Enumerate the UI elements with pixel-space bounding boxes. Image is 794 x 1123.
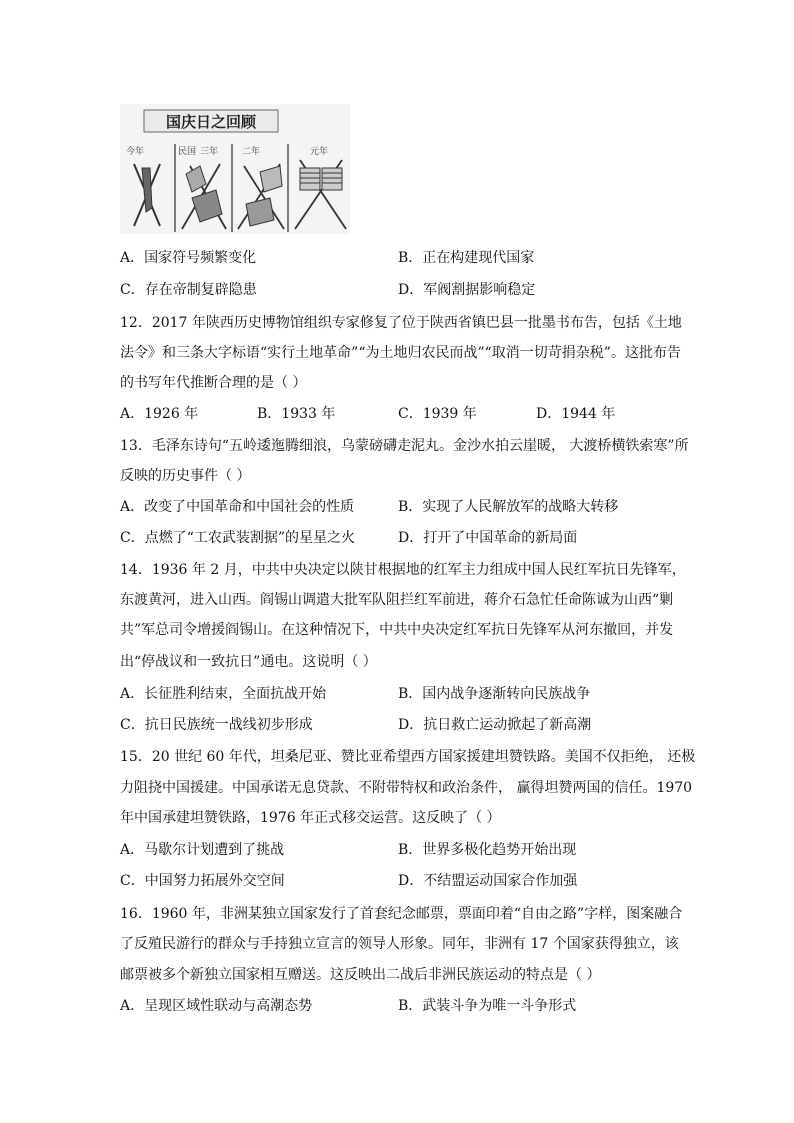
q12-stem-line-1: 12．2017 年陕西历史博物馆组织专家修复了位于陕西省镇巴县一批墨书布告，包括《土地 — [120, 315, 682, 331]
q14-option-c: C．抗日民族统一战线初步形成 — [120, 717, 313, 733]
q11-option-c: C．存在帝制复辟隐患 — [120, 282, 257, 298]
q16-stem-line-2: 了反殖民游行的群众与手持独立宣言的领导人形象。同年，非洲有 17 个国家获得独立，该 — [120, 936, 679, 952]
q13-stem-line-2: 反映的历史事件（ ） — [120, 468, 251, 484]
label-year-two: 二年 — [242, 147, 261, 157]
q16-option-a: A．呈现区域性联动与高潮态势 — [120, 998, 313, 1014]
q13-option-a: A．改变了中国革命和中国社会的性质 — [120, 499, 355, 515]
q11-option-b: B．正在构建现代国家 — [398, 250, 535, 266]
q13-stem-line-1: 13．毛泽东诗句“五岭逶迤腾细浪，乌蒙磅礴走泥丸。金沙水拍云崖暖， 大渡桥横铁索寒”所 — [120, 438, 689, 454]
q13-option-c: C．点燃了“工农武装割据”的星星之火 — [120, 530, 356, 546]
label-year-one: 元年 — [310, 147, 329, 157]
label-this-year: 今年 — [126, 147, 145, 157]
q11-option-a: A．国家符号频繁变化 — [120, 250, 257, 266]
q15-option-c: C．中国努力拓展外交空间 — [120, 873, 285, 889]
q12-stem-line-2: 法令》和三条大字标语“实行土地革命”“为土地归农民而战”“取消一切苛捐杂税”。这批布告 — [120, 345, 681, 361]
q14-stem-line-3: 共”军总司令增援阎锡山。在这种情况下，中共中央决定红军抗日先锋军从河东撤回，并发 — [120, 622, 674, 638]
q15-stem-line-3: 年中国承建坦赞铁路，1976 年正式移交运营。这反映了（ ） — [120, 810, 501, 826]
figure-caption: 国庆日之回顾 — [165, 113, 257, 131]
q12-option-c: C．1939 年 — [398, 406, 477, 422]
q12-option-a: A．1926 年 — [120, 406, 199, 422]
q12-stem-line-3: 的书写年代推断合理的是（ ） — [120, 375, 307, 391]
q13-option-b: B．实现了人民解放军的战略大转移 — [398, 499, 619, 515]
cartoon-figure — [120, 104, 350, 234]
q14-option-d: D．抗日救亡运动掀起了新高潮 — [398, 717, 592, 733]
q14-option-b: B．国内战争逐渐转向民族战争 — [398, 686, 591, 702]
label-year-three: 三年 — [200, 147, 219, 157]
q14-stem-line-1: 14．1936 年 2 月，中共中央决定以陕甘根据地的红军主力组成中国人民红军抗日先锋军， — [120, 562, 686, 578]
q14-option-a: A．长征胜利结束，全面抗战开始 — [120, 686, 327, 702]
q15-option-d: D．不结盟运动国家合作加强 — [398, 873, 578, 889]
q12-option-d: D．1944 年 — [536, 406, 616, 422]
q15-stem-line-1: 15．20 世纪 60 年代，坦桑尼亚、赞比亚希望西方国家援建坦赞铁路。美国不仅拒绝， 还极 — [120, 749, 696, 765]
q15-option-a: A．马歇尔计划遭到了挑战 — [120, 842, 285, 858]
q11-option-d: D．军阀割据影响稳定 — [398, 282, 536, 298]
q14-stem-line-4: 出“停战议和一致抗日”通电。这说明（ ） — [120, 654, 377, 670]
q16-stem-line-1: 16．1960 年，非洲某独立国家发行了首套纪念邮票，票面印着“自由之路”字样，图案融合 — [120, 906, 683, 922]
q16-option-b: B．武装斗争为唯一斗争形式 — [398, 998, 577, 1014]
q14-stem-line-2: 东渡黄河，进入山西。阎锡山调遣大批军队阻拦红军前进，蒋介石急忙任命陈诚为山西“剿 — [120, 592, 674, 608]
q15-stem-line-2: 力阻挠中国援建。中国承诺无息贷款、不附带特权和政治条件， 赢得坦赞两国的信任。1970 — [120, 780, 693, 796]
cartoon-drawing — [120, 104, 350, 234]
label-minguo: 民国 — [178, 147, 197, 157]
q13-option-d: D．打开了中国革命的新局面 — [398, 530, 578, 546]
q12-option-b: B．1933 年 — [257, 406, 336, 422]
q16-stem-line-3: 邮票被多个新独立国家相互赠送。这反映出二战后非洲民族运动的特点是（ ） — [120, 967, 601, 983]
q15-option-b: B．世界多极化趋势开始出现 — [398, 842, 577, 858]
